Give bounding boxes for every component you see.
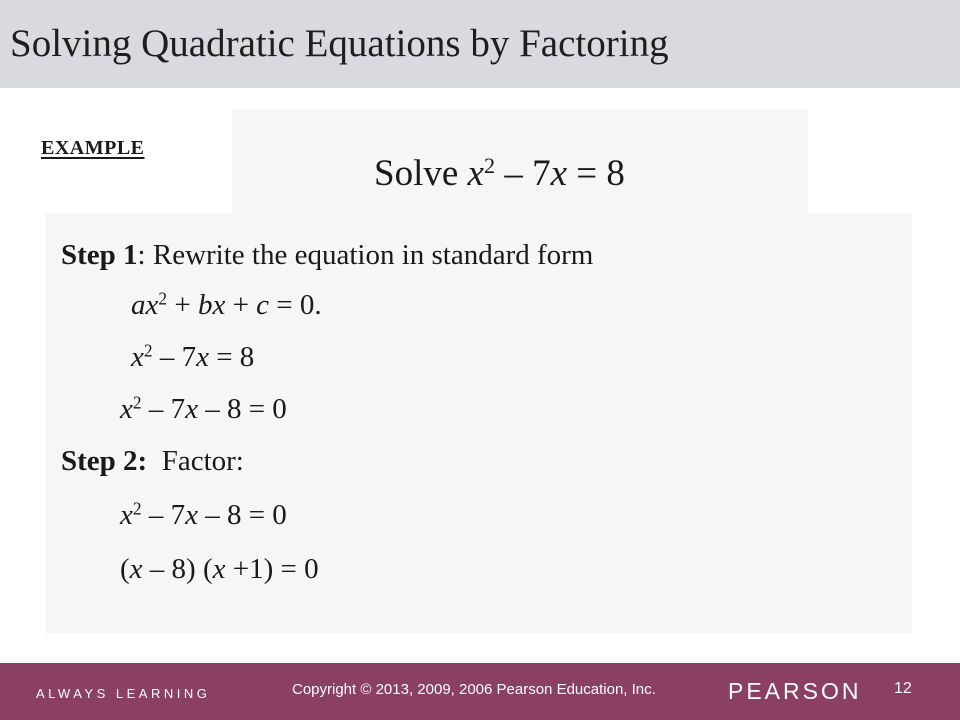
problem-statement: Solve $x^2 - 7x = 8$ [374,152,625,194]
step-2-heading: Step 2: Factor: [61,445,244,477]
step-1-heading: Step 1: Rewrite the equation in standard form [61,239,594,271]
footer-tagline: ALWAYS LEARNING [36,686,211,701]
footer-copyright: Copyright © 2013, 2009, 2006 Pearson Education, Inc. [292,681,656,698]
title-bar [0,0,960,88]
pearson-logo: PEARSON [728,678,862,704]
footer-bar [0,663,960,720]
equation-to-factor: $x^2 - 7x - 8 = 0$ [120,498,287,531]
standard-form: $ax^2$ + bx + c = 0. [131,288,322,321]
page-number: 12 [894,680,912,697]
slide-title: Solving Quadratic Equations by Factoring [10,22,669,65]
equation-original: $x^2 - 7x = 8$ [131,340,255,373]
equation-standard-form: $x^2 - 7x - 8 = 0$ [120,392,287,425]
equation-factored: (x – 8) (x +1) = 0 [120,553,319,585]
example-label: EXAMPLE [41,137,145,159]
